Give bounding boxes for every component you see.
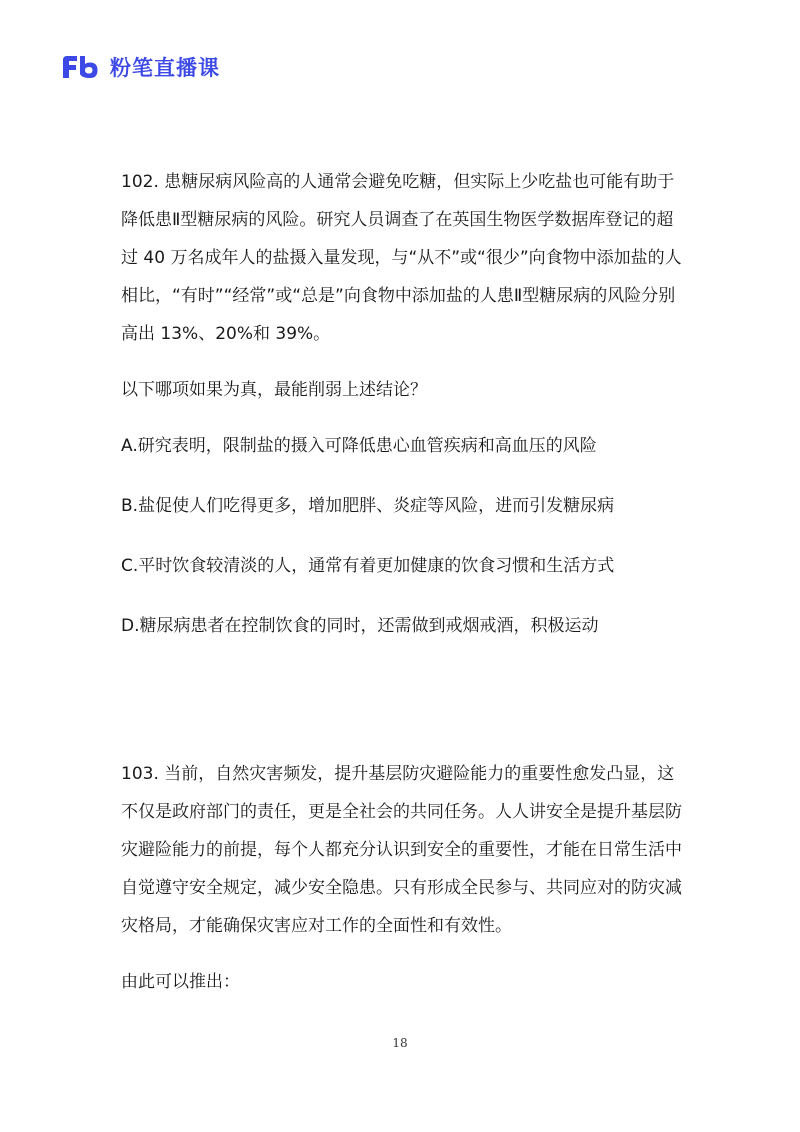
question-102	[121, 163, 686, 667]
question-103	[121, 755, 686, 1019]
option-d: D.糖尿病患者在控制饮食的同时，还需做到戒烟戒酒，积极运动	[121, 616, 599, 636]
question-prompt: 由此可以推出：	[121, 972, 240, 992]
option-a: A.研究表明，限制盐的摄入可降低患心血管疾病和高血压的风险	[121, 436, 597, 456]
question-prompt: 以下哪项如果为真，最能削弱上述结论？	[121, 380, 427, 400]
question-stem: 102. 患糖尿病风险高的人通常会避免吃糖，但实际上少吃盐也可能有助于降低患Ⅱ型糖尿病的风险。研究人员调查了在英国生物医学数据库登记的超过 40 万名成年人的盐摄入量发现，与“从不”或“很少”向食物中添加盐的人相比，“有时”“经常”或“总是”向食物中添加盐的人患Ⅱ型糖尿病的风险分别高出 13%、20%和 39%。	[121, 172, 682, 344]
question-stem: 103. 当前，自然灾害频发，提升基层防灾避险能力的重要性愈发凸显，这不仅是政府部门的责任，更是全社会的共同任务。人人讲安全是提升基层防灾避险能力的前提，每个人都充分认识到安全的重要性，才能在日常生活中自觉遵守安全规定，减少安全隐患。只有形成全民参与、共同应对的防灾减灾格局，才能确保灾害应对工作的全面性和有效性。	[121, 764, 682, 936]
brand-logo	[60, 52, 220, 82]
page-number: 18	[392, 1036, 408, 1050]
option-c: C.平时饮食较清淡的人，通常有着更加健康的饮食习惯和生活方式	[121, 556, 615, 576]
option-b: B.盐促使人们吃得更多，增加肥胖、炎症等风险，进而引发糖尿病	[121, 496, 615, 516]
brand-name: 粉笔直播课	[110, 56, 220, 80]
fb-logo-icon	[60, 54, 100, 80]
